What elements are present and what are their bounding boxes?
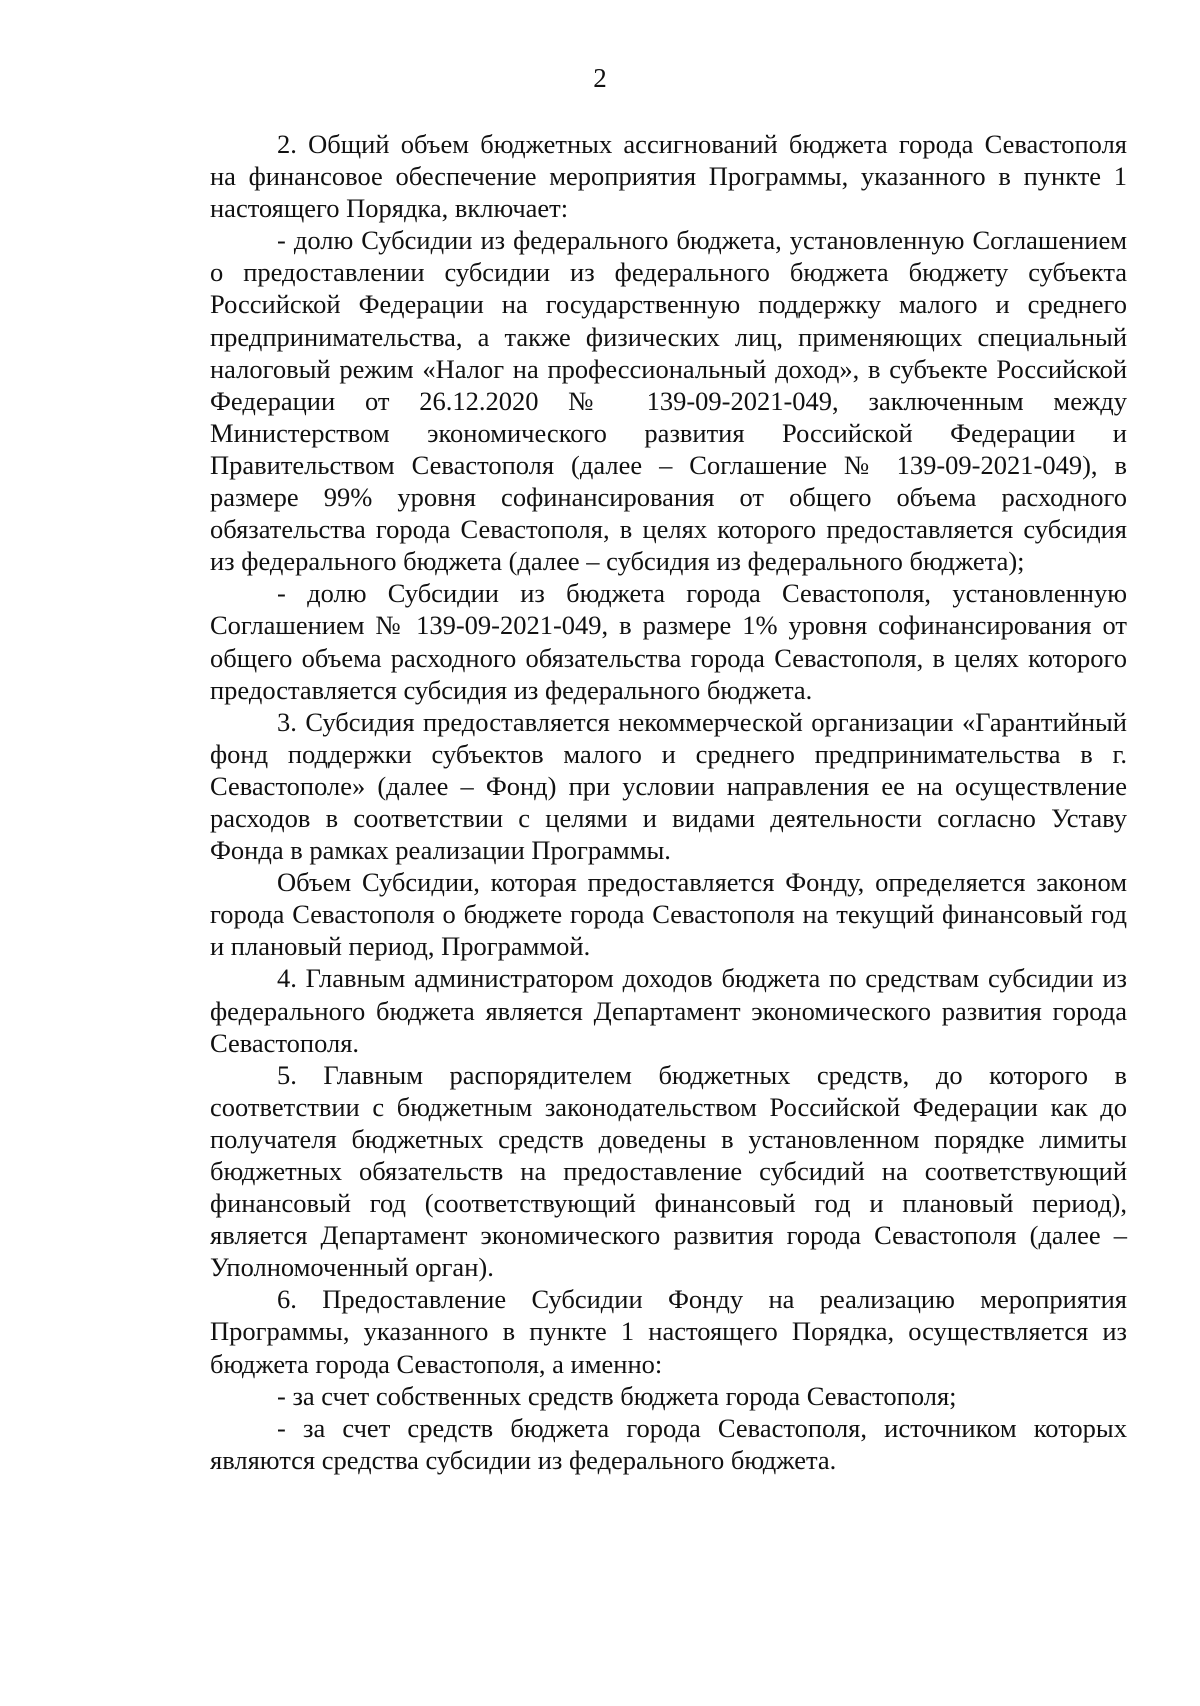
paragraph-federal-share: - долю Субсидии из федерального бюджета, установленную Соглашением о предоставлении субсидии из федерального бюджета бюджету субъекта Российской Федерации на государственную поддержку малого и среднего предпринимательства, а также физических лиц, применяющих специальный налоговый режим «Налог на профессиональный доход», в субъекте Российской Федерации от 26.12.2020 № 139-09-2021-049, заключенным между Министерством экономического развития Российской Федерации и Правительством Севастополя (далее – Соглашение № 139-09-2021-049), в размере 99% уровня софинансирования от общего объема расходного обязательства города Севастополя, в целях которого предоставляется субсидия из федерального бюджета (далее – субсидия из федерального бюджета); bbox=[210, 225, 1127, 577]
page-number: 2 bbox=[593, 63, 607, 93]
paragraph-city-share: - долю Субсидии из бюджета города Севастополя, установленную Соглашением № 139-09-2021-049, в размере 1% уровня софинансирования от общего объема расходного обязательства города Севастополя, в целях которого предоставляется субсидия из федерального бюджета. bbox=[210, 578, 1127, 705]
paragraph-item-4: 4. Главным администратором доходов бюджета по средствам субсидии из федерального бюджета является Департамент экономического развития города Севастополя. bbox=[210, 963, 1127, 1058]
paragraph-subsidy-volume: Объем Субсидии, которая предоставляется Фонду, определяется законом города Севастополя о бюджете города Севастополя на текущий финансовый год и плановый период, Программой. bbox=[210, 867, 1127, 962]
paragraph-item-5: 5. Главным распорядителем бюджетных средств, до которого в соответствии с бюджетным законодательством Российской Федерации как до получателя бюджетных средств доведены в установленном порядке лимиты бюджетных обязательств на предоставление субсидий на соответствующий финансовый год (соответствующий финансовый год и плановый период), является Департамент экономического развития города Севастополя (далее – Уполномоченный орган). bbox=[210, 1059, 1127, 1283]
paragraph-own-funds: - за счет собственных средств бюджета города Севастополя; bbox=[277, 1380, 957, 1411]
paragraph-item-2: 2. Общий объем бюджетных ассигнований бюджета города Севастополя на финансовое обеспечение мероприятия Программы, указанного в пункте 1 настоящего Порядка, включает: bbox=[210, 129, 1127, 224]
paragraph-federal-funds: - за счет средств бюджета города Севастополя, источником которых являются средства субсидии из федерального бюджета. bbox=[210, 1412, 1127, 1475]
document-body bbox=[210, 128, 1127, 1476]
paragraph-item-6: 6. Предоставление Субсидии Фонду на реализацию мероприятия Программы, указанного в пункте 1 настоящего Порядка, осуществляется из бюджета города Севастополя, а именно: bbox=[210, 1284, 1127, 1379]
paragraph-item-3: 3. Субсидия предоставляется некоммерческой организации «Гарантийный фонд поддержки субъектов малого и среднего предпринимательства в г. Севастополе» (далее – Фонд) при условии направления ее на осуществление расходов в соответствии с целями и видами деятельности согласно Уставу Фонда в рамках реализации Программы. bbox=[210, 706, 1127, 866]
